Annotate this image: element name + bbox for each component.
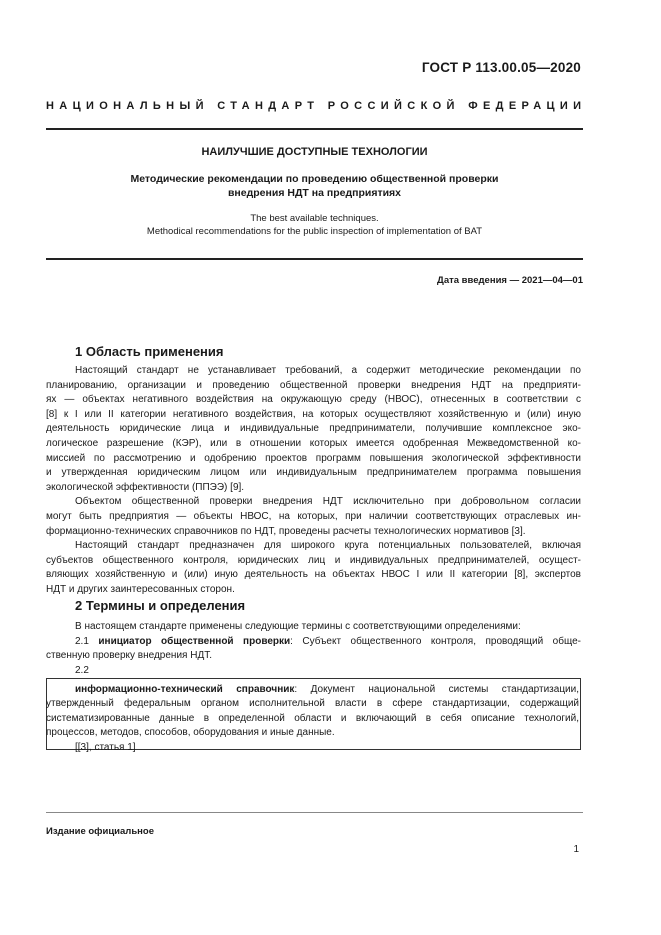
paragraph-line: НДТ и других заинтересованных сторон.: [46, 583, 235, 595]
national-standard-heading: НАЦИОНАЛЬНЫЙ СТАНДАРТ РОССИЙСКОЙ ФЕДЕРАЦИИ: [46, 100, 587, 112]
standard-title: НАИЛУЧШИЕ ДОСТУПНЫЕ ТЕХНОЛОГИИ: [201, 146, 428, 158]
paragraph-line: В настоящем стандарте применены следующие термины с соответствующими определениями:: [75, 621, 521, 632]
standard-subtitle: [46, 172, 583, 200]
footer-rule: [46, 812, 583, 813]
paragraph-line: могут быть предприятия — объекты НВОС, на которых, при наличии соответствующих отраслевых ин-: [46, 510, 581, 522]
section-1-title: 1 Область применения: [75, 344, 224, 359]
section-2-title: 2 Термины и определения: [75, 598, 246, 613]
paragraph-line: формационно-технических справочников по НДТ, проведены расчеты технологических нормативов [3].: [46, 525, 526, 537]
official-edition-label: Издание официальное: [46, 826, 154, 837]
term-source: [[3], статья 1]: [75, 741, 136, 753]
page-number: 1: [573, 844, 579, 855]
term-name: информационно-технический справочник: [75, 684, 295, 695]
paragraph-line: экологической эффективности (ППЭЭ) [9].: [46, 481, 245, 493]
paragraph-line: субъектов общественного контроля, юридических лиц и индивидуальных предпринимателей, осущест-: [46, 554, 581, 566]
term-number: 2.1: [75, 635, 99, 647]
paragraph-line: Настоящий стандарт предназначен для широкого круга потенциальных пользователей, включая: [75, 540, 581, 552]
paragraph-line: деятельность юридические лица и индивидуальные предприниматели, получившие комплексное эко-: [46, 423, 581, 435]
subtitle-line: Методические рекомендации по проведению общественной проверки: [130, 173, 499, 185]
paragraph-line: планированию, организации и проведению общественной проверки внедрения НДТ на предприяти-: [46, 379, 581, 391]
term-2-1: [46, 635, 581, 650]
paragraph-line: процессов, методов, способов, оборудования и иные данные.: [46, 727, 335, 739]
title-bottom-rule: [46, 258, 583, 260]
section-1-body: [46, 364, 581, 598]
section-2-body: [46, 620, 581, 678]
term-name: инициатор общественной проверки: [98, 635, 291, 647]
paragraph-line: и утвержденная юридическим лицом или индивидуальным предпринимателем программа повышения: [46, 467, 581, 479]
subtitle-line: внедрения НДТ на предприятиях: [227, 187, 402, 199]
english-title: [46, 212, 583, 238]
paragraph-line: Объектом общественной проверки внедрения НДТ исключительно при добровольном согласии: [75, 496, 581, 508]
paragraph-line: [8] к I или II категории негативного воздействия, на которых осуществляют хозяйственную и (или) иную: [46, 408, 581, 420]
term-2-2-text: [46, 683, 579, 755]
document-number: ГОСТ Р 113.00.05—2020: [421, 60, 581, 75]
english-title-line: Methodical recommendations for the public inspection of implementation of BAT: [146, 226, 483, 237]
paragraph-line: вляющих хозяйственную и (или) иную деятельность на объектах НВОС I или II категории [8], экспертов: [46, 569, 581, 581]
paragraph-line: ственную проверку внедрения НДТ.: [46, 650, 213, 662]
paragraph-line: утвержденный федеральным органом исполнительной власти в сфере стандартизации, содержащий: [46, 698, 579, 710]
introduction-date: Дата введения — 2021—04—01: [437, 275, 583, 286]
term-definition: : Документ национальной системы стандартизации,: [294, 684, 579, 695]
term-2-2-first-line: [46, 683, 579, 697]
top-rule: [46, 128, 583, 130]
term-2-2-number: 2.2: [75, 664, 89, 676]
paragraph-line: логическое разрешение (КЭР), или в отношении которых имеется одобренная Межведомственной ко-: [46, 437, 581, 449]
english-title-line: The best available techniques.: [250, 213, 379, 224]
paragraph-line: Настоящий стандарт не устанавливает требований, а содержит методические рекомендации по: [75, 365, 581, 376]
paragraph-line: систематизированные данные в определенной области и включающий в себя описание технологий,: [46, 712, 579, 724]
paragraph-line: ях — объектах негативного воздействия на окружающую среду (НВОС), отнесенных в соответствии с: [46, 394, 581, 406]
term-definition: : Субъект общественного контроля, проводящий обще-: [290, 635, 581, 647]
paragraph-line: миссией по рассмотрению и одобрению проектов программ повышения экологической эффективности: [46, 452, 581, 464]
